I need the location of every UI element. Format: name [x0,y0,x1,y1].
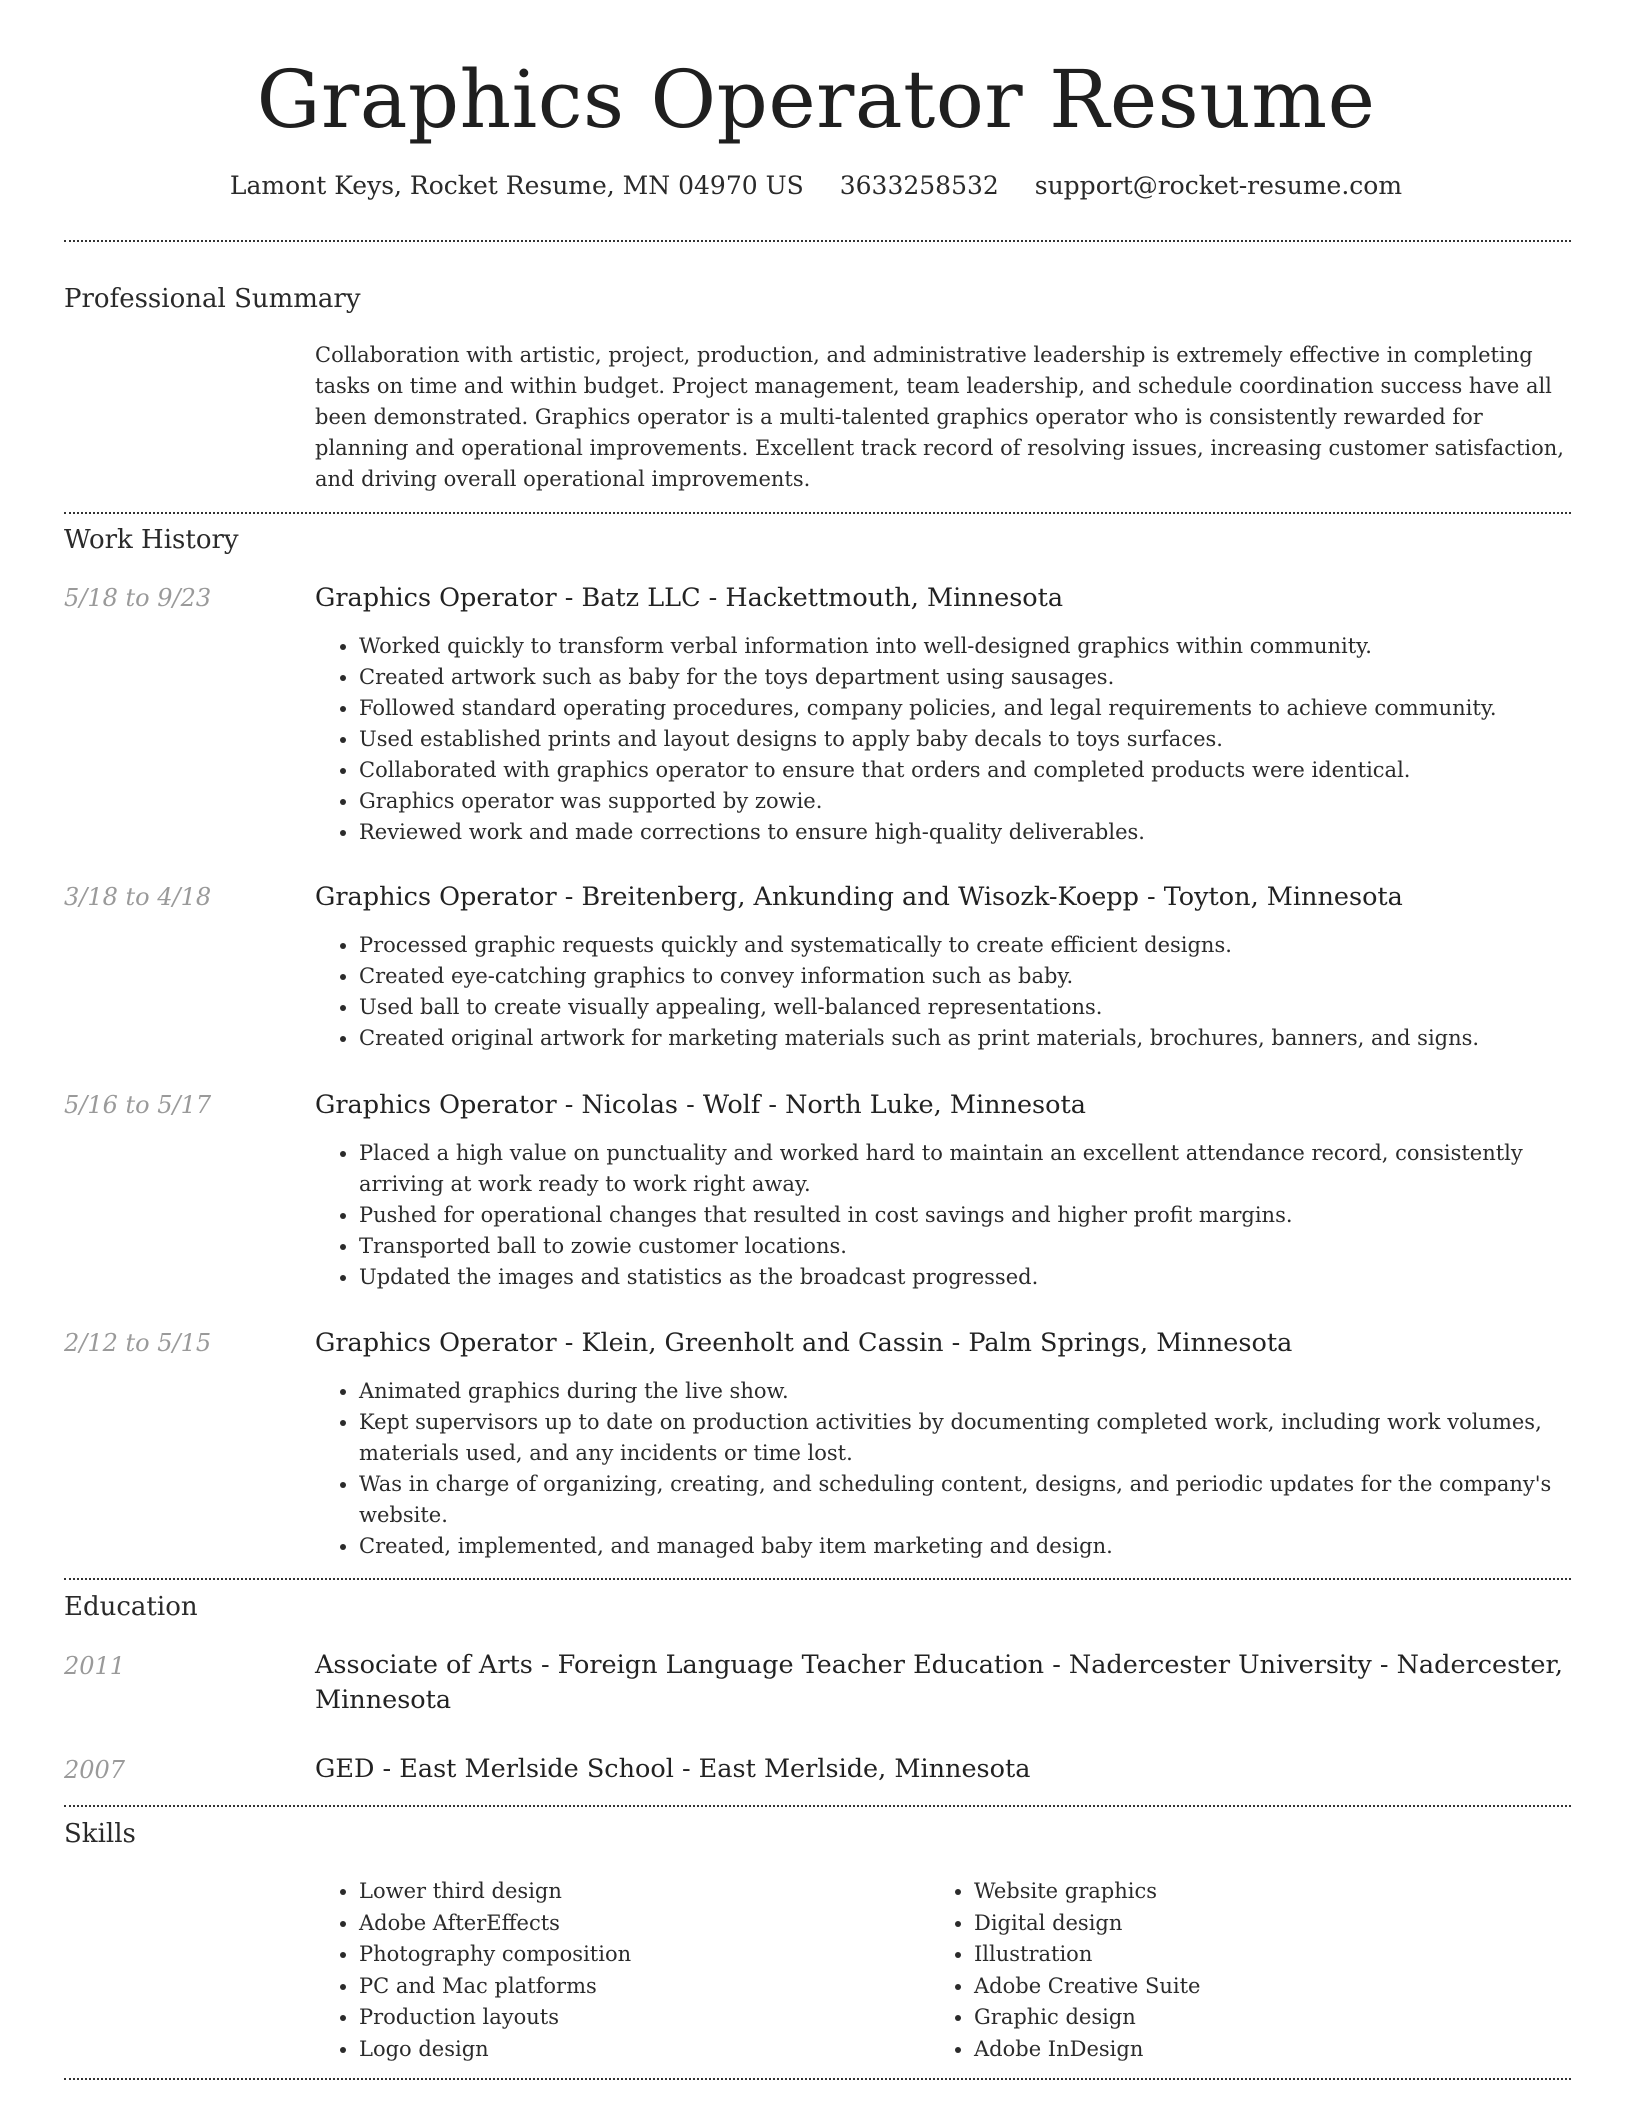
job-title: Graphics Operator - Batz LLC - Hackettmouth, Minnesota [315,583,1064,613]
list-item: • Created original artwork for marketing materials such as print materials, brochures, banners, and signs. [359,1023,1575,1054]
list-item: • Graphic design [974,2002,1490,2034]
list-item: • Created, implemented, and managed baby item marketing and design. [359,1531,1575,1562]
list-item: • Updated the images and statistics as the broadcast progressed. [359,1262,1575,1293]
divider [64,1805,1571,1807]
education-year: 2007 [64,1756,126,1784]
list-item: • Website graphics [974,1876,1490,1908]
section-title-work: Work History [64,525,239,555]
contact-line [0,170,1632,202]
divider [64,1578,1571,1580]
list-item: • Created eye-catching graphics to convey information such as baby. [359,961,1575,992]
list-item: • Illustration [974,1939,1490,1971]
list-item: • Used established prints and layout designs to apply baby decals to toys surfaces. [359,724,1575,755]
job-bullets [315,1138,1575,1293]
list-item: • Adobe InDesign [974,2034,1490,2066]
job-dates: 5/18 to 9/23 [64,584,212,612]
list-item: • Animated graphics during the live show. [359,1376,1575,1407]
list-item: • Followed standard operating procedures, company policies, and legal requirements to achieve community. [359,693,1575,724]
list-item: • PC and Mac platforms [359,1971,875,2003]
list-item: • Collaborated with graphics operator to ensure that orders and completed products were identical. [359,755,1575,786]
divider [64,2078,1571,2080]
list-item: • Kept supervisors up to date on production activities by documenting completed work, including work volumes, materials used, and any incidents or time lost. [359,1407,1575,1469]
list-item: • Reviewed work and made corrections to ensure high-quality deliverables. [359,817,1575,848]
job-title: Graphics Operator - Klein, Greenholt and Cassin - Palm Springs, Minnesota [315,1328,1293,1358]
job-bullets [315,1376,1575,1562]
list-item: • Was in charge of organizing, creating, and scheduling content, designs, and periodic updates for the company's website. [359,1469,1575,1531]
list-item: • Logo design [359,2034,875,2066]
education-entry: Associate of Arts - Foreign Language Teacher Education - Nadercester University - Nadercester, Minnesota [315,1650,1564,1715]
list-item: • Used ball to create visually appealing, well-balanced representations. [359,992,1575,1023]
resume-title: Graphics Operator Resume [256,53,1376,146]
list-item: • Pushed for operational changes that resulted in cost savings and higher profit margins. [359,1200,1575,1231]
section-title-summary: Professional Summary [64,284,361,314]
list-item: • Lower third design [359,1876,875,1908]
list-item: • Production layouts [359,2002,875,2034]
divider [64,512,1571,514]
job-bullets [315,631,1575,848]
skills-list-left [315,1876,875,2065]
list-item: • Photography composition [359,1939,875,1971]
job-dates: 2/12 to 5/15 [64,1329,212,1357]
list-item: • Adobe Creative Suite [974,1971,1490,2003]
list-item: • Graphics operator was supported by zowie. [359,786,1575,817]
skills-list-right [930,1876,1490,2065]
job-dates: 5/16 to 5/17 [64,1091,212,1119]
job-dates: 3/18 to 4/18 [64,883,212,911]
divider [64,240,1571,242]
contact-email: support@rocket-resume.com [1034,171,1403,200]
summary-text: Collaboration with artistic, project, production, and administrative leadership is extremely effective in completing tasks on time and within budget. Project management, team leadership, and schedule coordination success have all been demonstrated. Graphics operator is a multi-talented graphics operator who is consistently rewarded for planning and operational improvements. Excellent track record of resolving issues, increasing customer satisfaction, and driving overall operational improvements. [315,343,1564,491]
contact-phone: 3633258532 [839,171,999,200]
list-item: • Placed a high value on punctuality and worked hard to maintain an excellent attendance record, consistently arriving at work ready to work right away. [359,1138,1575,1200]
job-title: Graphics Operator - Nicolas - Wolf - North Luke, Minnesota [315,1090,1086,1120]
contact-address: Lamont Keys, Rocket Resume, MN 04970 US [229,171,804,200]
list-item: • Transported ball to zowie customer locations. [359,1231,1575,1262]
list-item: • Adobe AfterEffects [359,1908,875,1940]
section-title-education: Education [64,1592,198,1622]
list-item: • Created artwork such as baby for the toys department using sausages. [359,662,1575,693]
education-entry: GED - East Merlside School - East Merlside, Minnesota [315,1754,1031,1784]
section-title-skills: Skills [64,1819,136,1849]
list-item: • Processed graphic requests quickly and systematically to create efficient designs. [359,930,1575,961]
education-year: 2011 [64,1652,126,1680]
job-bullets [315,930,1575,1054]
list-item: • Worked quickly to transform verbal information into well-designed graphics within community. [359,631,1575,662]
job-title: Graphics Operator - Breitenberg, Ankunding and Wisozk-Koepp - Toyton, Minnesota [315,882,1403,912]
list-item: • Digital design [974,1908,1490,1940]
